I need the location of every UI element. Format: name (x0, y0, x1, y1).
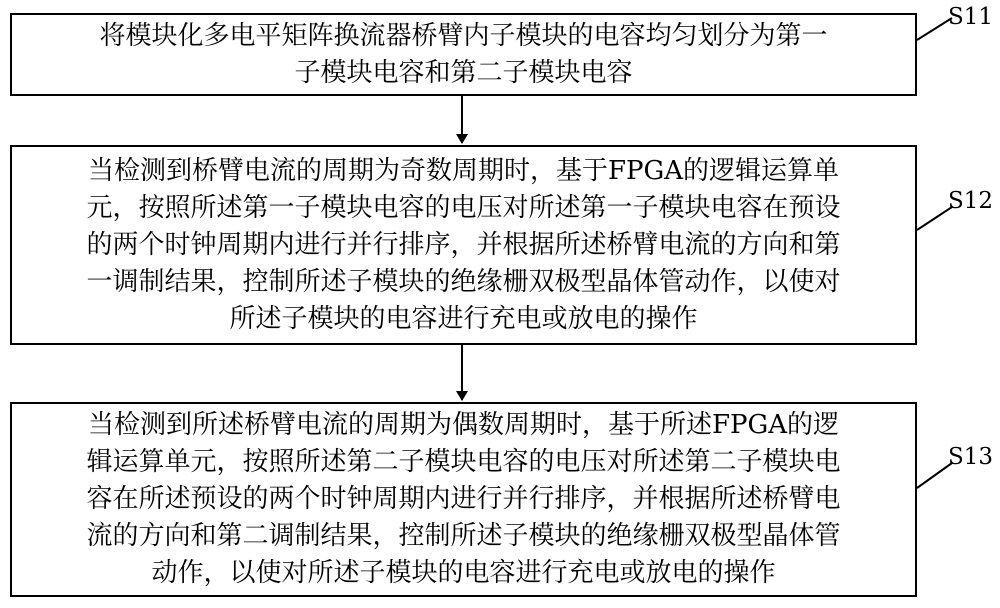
step-s13-line-1: 当检测到所述桥臂电流的周期为偶数周期时，基于所述FPGA的逻 (87, 410, 840, 440)
step-s13-line-4: 流的方向和第二调制结果，控制所述子模块的绝缘栅双极型晶体管 (86, 521, 841, 551)
step-s11-line-1: 将模块化多电平矩阵换流器桥臂内子模块的电容均匀划分为第一 (99, 20, 828, 51)
step-s12-line-4: 一调制结果，控制所述子模块的绝缘栅双极型晶体管动作，以使对 (86, 266, 841, 297)
step-label-s12: S12 (948, 188, 994, 214)
step-s13-line-3: 容在所述预设的两个时钟周期内进行并行排序，并根据所述桥臂电 (86, 484, 841, 514)
step-s12-line-5: 所述子模块的电容进行充电或放电的操作 (229, 303, 698, 334)
step-s13-line-2: 辑运算单元，按照所述第二子模块电容的电压对所述第二子模块电 (86, 447, 841, 477)
step-s12-line-1: 当检测到桥臂电流的周期为奇数周期时，基于FPGA的逻辑运算单 (87, 155, 840, 186)
leader-line-s12 (917, 207, 952, 230)
step-label-s11: S11 (948, 4, 994, 30)
leader-line-s13 (917, 463, 952, 488)
step-s12-line-2: 元，按照所述第一子模块电容的电压对所述第一子模块电容在预设 (86, 192, 841, 223)
step-label-s13: S13 (948, 444, 994, 470)
leader-line-s11 (917, 18, 952, 40)
step-s12-line-3: 的两个时钟周期内进行并行排序，并根据所述桥臂电流的方向和第 (86, 229, 841, 260)
step-s11-line-2: 子模块电容和第二子模块电容 (294, 57, 633, 88)
step-s13-line-5: 动作，以使对所述子模块的电容进行充电或放电的操作 (151, 558, 776, 588)
